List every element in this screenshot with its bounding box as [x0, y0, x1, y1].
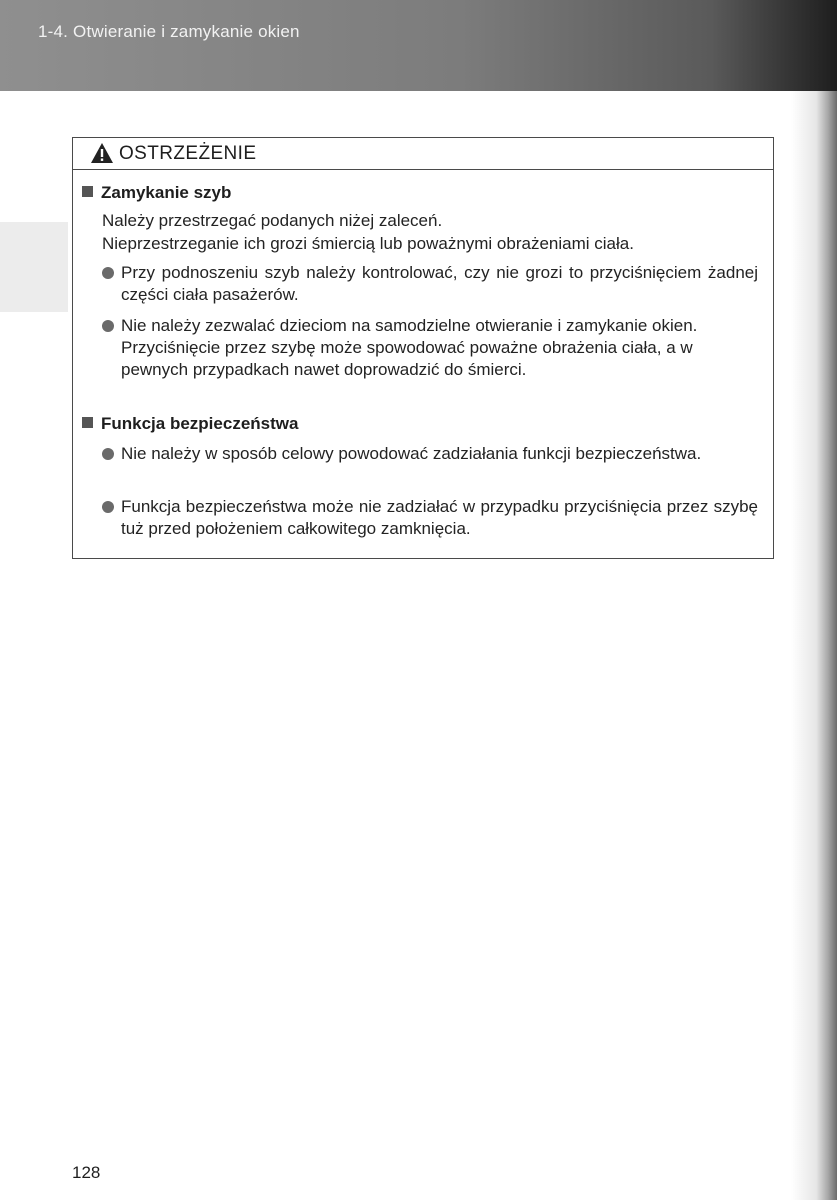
square-bullet-icon — [82, 186, 93, 197]
warning-triangle-icon — [90, 142, 114, 164]
list-item — [102, 315, 758, 381]
page-binding-shadow — [791, 91, 837, 1200]
bullet-dot-icon — [102, 267, 114, 279]
list-item — [102, 443, 758, 465]
warning-header — [73, 138, 773, 170]
list-item — [102, 262, 758, 306]
warning-title: OSTRZEŻENIE — [119, 143, 257, 164]
bullet-dot-icon — [102, 448, 114, 460]
list-item-text: Nie należy zezwalać dzieciom na samodzielne otwieranie i zamykanie okien. — [121, 316, 698, 335]
page-number: 128 — [72, 1163, 101, 1182]
warning-box — [72, 137, 774, 559]
section-heading-safety-function: Funkcja bezpieczeństwa — [82, 414, 298, 434]
intro-line-2: Nieprzestrzeganie ich grozi śmiercią lub poważnymi obrażeniami ciała. — [102, 234, 634, 253]
list-item-text: Nie należy w sposób celowy powodować zadziałania funkcji bezpieczeństwa. — [121, 444, 702, 463]
section-heading-closing-windows: Zamykanie szyb — [82, 183, 231, 203]
page-header — [0, 0, 837, 91]
list-item — [102, 496, 758, 540]
side-tab-marker — [0, 222, 68, 312]
bullet-dot-icon — [102, 320, 114, 332]
list-item-text: Przy podnoszeniu szyb należy kontrolować, czy nie grozi to przyciśnięciem żadnej części ciała pasażerów. — [121, 263, 758, 304]
square-bullet-icon — [82, 417, 93, 428]
bullet-dot-icon — [102, 501, 114, 513]
list-item-note: Przyciśnięcie przez szybę może spowodować poważne obrażenia ciała, a w pewnych przypadkach nawet doprowadzić do śmierci. — [121, 338, 693, 379]
intro-line-1: Należy przestrzegać podanych niżej zaleceń. — [102, 211, 443, 230]
chapter-title: 1-4. Otwieranie i zamykanie okien — [38, 22, 300, 41]
list-item-text: Funkcja bezpieczeństwa może nie zadziałać w przypadku przyciśnięcia przez szybę tuż przed położeniem całkowitego zamknięcia. — [121, 497, 758, 538]
